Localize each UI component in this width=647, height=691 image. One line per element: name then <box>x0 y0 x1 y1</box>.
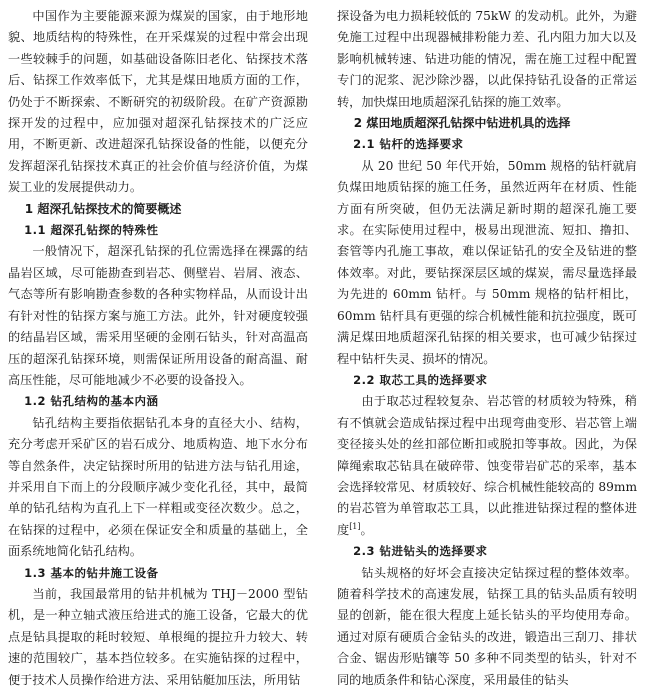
section-1-3-heading: 1.3 基本的钻井施工设备 <box>24 565 159 580</box>
section-2-2-end: 。 <box>360 522 373 537</box>
section-2-2-text: 由于取芯过程较复杂、岩芯管的材质较为特殊，稍有不慎就会造成钻探过程中出现弯曲变形、岩芯管上端变径接头处的丝扣部位断扣或脱扣等事故。因此，为保障绳索取芯钻具在破碎带、蚀变带岩矿芯的采率，基本会选择较常见、材质较好、综合机械性能较高的 89mm 的岩芯管为单管取芯工具，以此推进钻探过程的整体进度 <box>337 394 637 537</box>
section-1-1-heading: 1.1 超深孔钻探的特殊性 <box>24 223 159 238</box>
section-2-2-paragraph <box>337 391 637 541</box>
right-column <box>337 6 637 691</box>
section-2-1-paragraph: 从 20 世纪 50 年代开始，50mm 规格的钻杆就肩负煤田地质钻探的施工任务，虽然近两年在材质、性能方面有所突破，但仍无法满足新时期的超深孔施工要求。在实际使用过程中，极易出现泄流、短扣、撸扣、套管等内孔施工事故，难以保证钻孔的安全及钻进的整体效率。对此，要钻探深层区域的煤炭，需尽量选择最为先进的 60mm 钻杆。与 50mm 规格的钻杆相比，60mm 钻杆具有更强的综合机械性能和抗拉强度，既可满足煤田地质超深孔钻探的相关要求，也可减少钻探过程中钻杆失灵、损坏的情况。 <box>337 158 637 366</box>
section-2-1-heading: 2.1 钻杆的选择要求 <box>353 137 464 152</box>
citation-ref: [1] <box>349 521 361 531</box>
section-1-3-continued-paragraph: 探设备为电力损耗较低的 75kW 的发动机。此外，为避免施工过程中出现器械排粉能力差、孔内阻力加大以及影响机械转速、钻进功能的情况，需在施工过程中配置专门的泥浆、泥沙除沙器，以此保持钻孔设备的正常运转，加快煤田地质超深孔钻探的施工效率。 <box>337 9 637 109</box>
section-2-3-heading: 2.3 钻进钻头的选择要求 <box>353 544 488 559</box>
section-1-2-heading: 1.2 钻孔结构的基本内涵 <box>24 394 159 409</box>
section-2-heading: 2 煤田地质超深孔钻探中钻进机具的选择 <box>353 116 571 131</box>
intro-paragraph: 中国作为主要能源来源为煤炭的国家，由于地形地貌、地质结构的特殊性，在开采煤炭的过程中常会出现一些较棘手的问题，如基础设备陈旧老化、钻探技术落后、钻探工作效率低下，尤其是煤田地质方面的工作，仍处于不断探索、不断研究的初级阶段。在矿产资源勘探开发的过程中，应加强对超深孔钻探技术的广泛应用，不断更新、改进超深孔钻探设备的性能，以便充分发挥超深孔钻探技术真正的社会价值与经济价值，为煤炭工业的发展提供动力。 <box>8 9 308 195</box>
section-2-2-heading: 2.2 取芯工具的选择要求 <box>353 372 488 387</box>
section-1-2-paragraph: 钻孔结构主要指依据钻孔本身的直径大小、结构，充分考虑开采矿区的岩石成分、地质构造、地下水分布等自然条件，决定钻探时所用的钻进方法与钻孔用途，并采用自下而上的分段顺序减少变化孔径，其中，最简单的钻孔结构为直孔上下一样粗或变径次数少。总之，在钻探的过程中，必须在保证安全和质量的基础上，全面系统地简化钻孔结构。 <box>8 415 308 559</box>
section-2-3-paragraph: 钻头规格的好坏会直接决定钻探过程的整体效率。随着科学技术的高速发展，钻探工具的钻头品质有较明显的创新，能在很大程度上延长钻头的平均使用寿命。通过对原有硬质合金钻头的改进，锻造出三刮刀、排状合金、锯齿形贴镶等 50 多种不同类型的钻头，针对不同的地质条件和钻心深度，采用最佳的钻头 <box>337 565 637 687</box>
section-1-heading: 1 超深孔钻探技术的简要概述 <box>24 201 182 216</box>
section-1-1-paragraph: 一般情况下，超深孔钻探的孔位需选择在裸露的结晶岩区域，尽可能勘查到岩芯、侧壁岩、岩屑、液态、气态等所有影响勘查参数的各种实物样品，从而设计出有针对性的钻探方案与施工方法。此外，针对硬度较强的结晶岩区域，需采用坚硬的金刚石钻头，针对高温高压的超深孔钻探环境，则需保证所用设备的耐高温、耐高压性能，尽可能地减少不必要的设备投入。 <box>8 244 308 387</box>
section-1-3-paragraph: 当前，我国最常用的钻井机械为 THJ－2000 型钻机，是一种立轴式液压给进式的施工设备，它最大的优点是钻具提取的耗时较短、单根绳的提拉升力较大、转速的范围较广，基本挡位较多。在实施钻探的过程中，便于技术人员操作给进方法、采用钻艇加压法，所用钻 <box>8 586 308 687</box>
left-column <box>8 6 308 691</box>
